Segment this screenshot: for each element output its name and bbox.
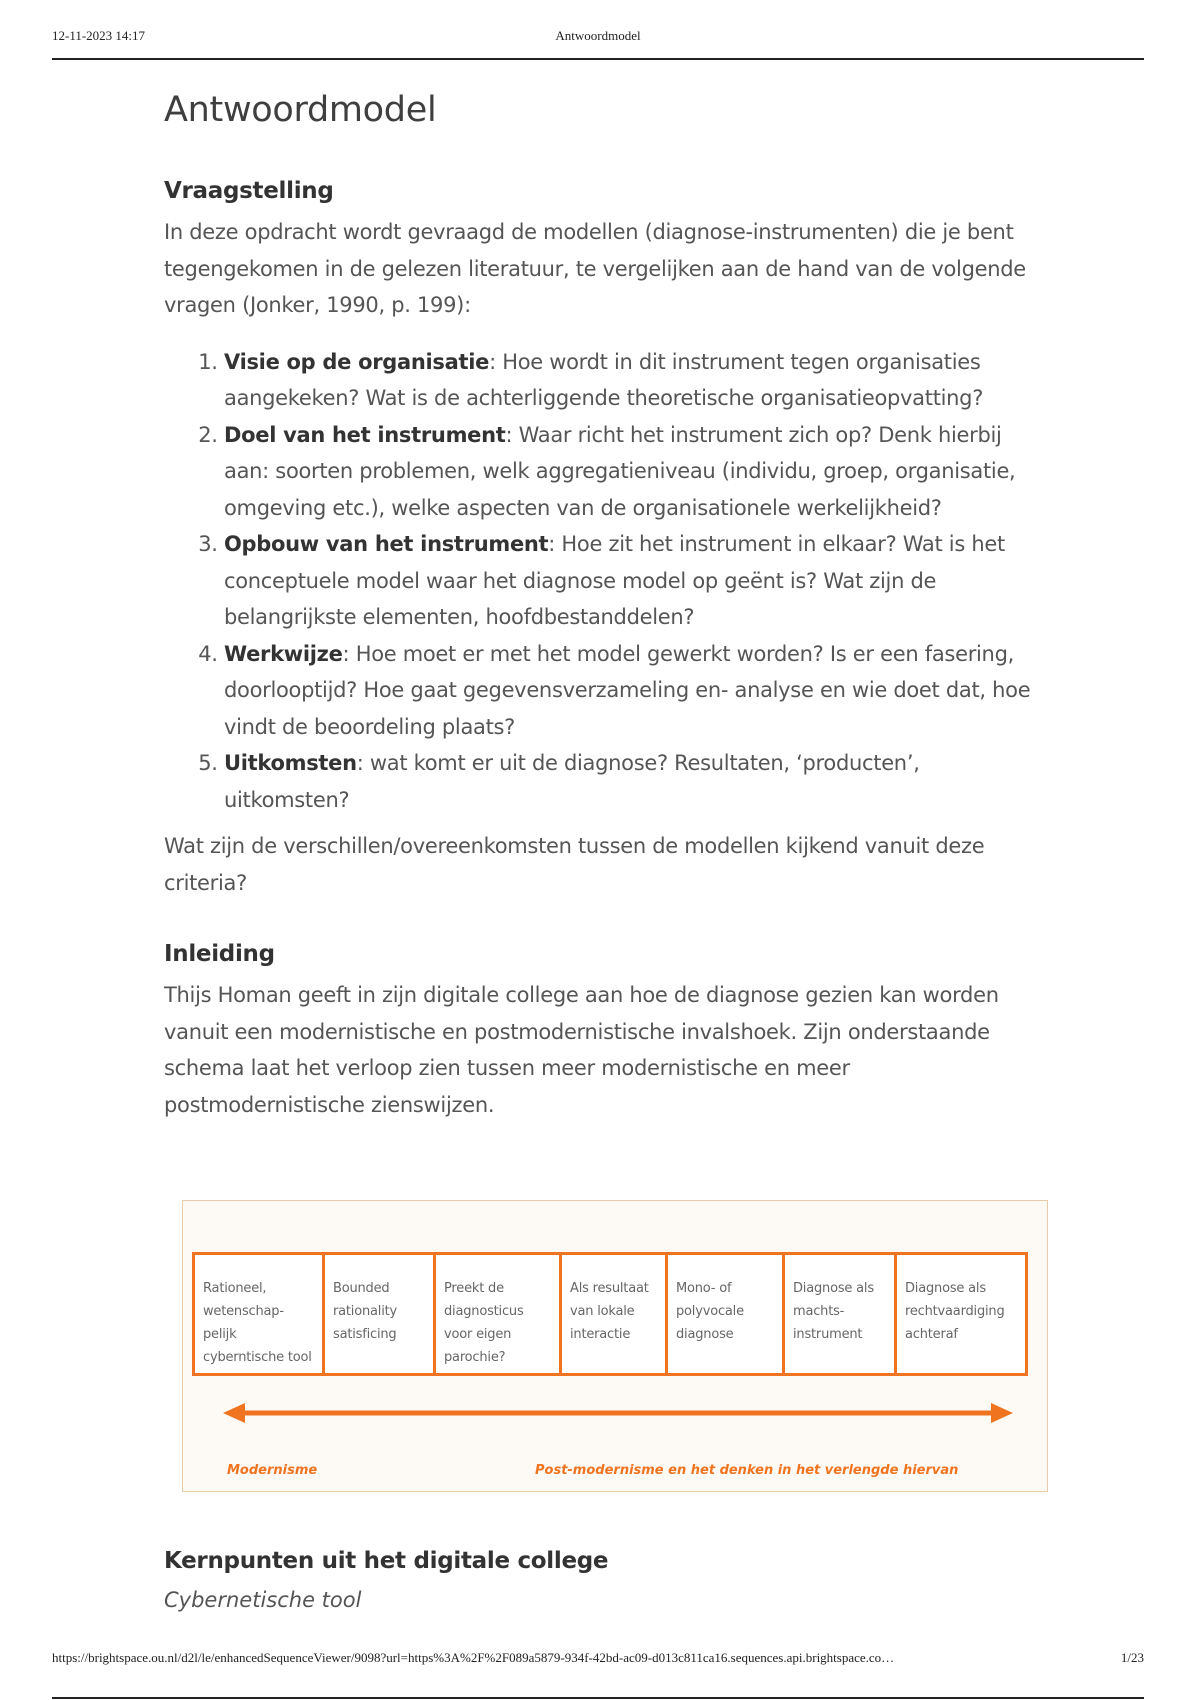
vraagstelling-closing: Wat zijn de verschillen/overeenkomsten tussen de modellen kijkend vanuit deze criteria?	[164, 834, 985, 895]
criterion-text: : Hoe moet er met het model gewerkt worden? Is er een fasering, doorlooptijd? Hoe gaat gegevensverzameling en- analyse en wie doet dat, hoe vindt de beoordeling plaats?	[224, 641, 1031, 739]
kernpunten-heading: Kernpunten uit het digitale college	[164, 1548, 609, 1574]
list-item	[224, 344, 1044, 417]
print-date: 12-11-2023 14:17	[52, 28, 146, 43]
diagram-box-resultaat: Als resultaat van lokale interactie	[562, 1255, 668, 1373]
page-number: 1/23	[1120, 1650, 1144, 1665]
main-content	[164, 90, 1044, 1123]
label-modernisme: Modernisme	[227, 1463, 318, 1478]
criteria-list	[164, 344, 1044, 819]
list-item	[224, 636, 1044, 746]
list-item	[224, 745, 1044, 818]
criterion-text: : Waar richt het instrument zich op? Denk hierbij aan: soorten problemen, welk aggregatieniveau (individu, groep, organisatie, omgeving etc.), welke aspecten van de organisationele werkelijkheid?	[224, 422, 1016, 520]
diagram-boxes	[192, 1252, 1028, 1376]
print-title: Antwoordmodel	[555, 28, 641, 43]
list-item	[224, 526, 1044, 636]
kernpunten-subheading: Cybernetische tool	[164, 1588, 362, 1612]
print-header	[52, 28, 1144, 60]
modernism-diagram	[182, 1200, 1048, 1492]
criterion-term: Doel van het instrument	[224, 422, 506, 447]
section-inleiding	[164, 941, 1044, 1123]
section-kernpunten	[164, 1548, 1044, 1612]
label-postmodernisme: Post-modernisme en het denken in het verlengde hiervan	[535, 1463, 959, 1478]
criterion-text: : Hoe zit het instrument in elkaar? Wat is het conceptuele model waar het diagnose model op geënt is? Wat zijn de belangrijkste elementen, hoofdbestanddelen?	[224, 532, 1005, 629]
diagram-box-rationeel: Rationeel, wetenschap- pelijk cyberntische tool	[195, 1255, 325, 1373]
inleiding-heading: Inleiding	[164, 941, 275, 967]
diagram-box-machts: Diagnose als machts- instrument	[785, 1255, 897, 1373]
page-title: Antwoordmodel	[164, 90, 437, 130]
section-vraagstelling	[164, 178, 1044, 901]
list-item	[224, 417, 1044, 527]
double-arrow-icon	[223, 1401, 1013, 1425]
diagram-box-preekt: Preekt de diagnosticus voor eigen parochie?	[436, 1255, 562, 1373]
vraagstelling-heading: Vraagstelling	[164, 178, 334, 204]
criterion-text: : wat komt er uit de diagnose? Resultaten, ‘producten’, uitkomsten?	[224, 751, 920, 812]
footer-divider	[52, 1697, 1144, 1699]
criterion-term: Uitkomsten	[224, 751, 357, 775]
criterion-term: Visie op de organisatie	[224, 349, 490, 374]
criterion-term: Werkwijze	[224, 641, 343, 666]
inleiding-text: Thijs Homan geeft in zijn digitale college aan hoe de diagnose gezien kan worden vanuit een modernistische en postmodernistische invalshoek. Zijn onderstaande schema laat het verloop zien tussen meer modernistische en meer postmodernistische zienswijzen.	[164, 983, 999, 1117]
diagram-box-mono: Mono- of polyvocale diagnose	[668, 1255, 785, 1373]
vraagstelling-intro: In deze opdracht wordt gevraagd de modellen (diagnose-instrumenten) die je bent tegengekomen in de gelezen literatuur, te vergelijken aan de hand van de volgende vragen (Jonker, 1990, p. 199):	[164, 220, 1026, 317]
diagram-box-bounded: Bounded rationality satisficing	[325, 1255, 436, 1373]
criterion-term: Opbouw van het instrument	[224, 532, 549, 556]
print-url: https://brightspace.ou.nl/d2l/le/enhancedSequenceViewer/9098?url=https%3A%2F%2F089a5879-934f-42bd-ac09-d013c811ca16.sequences.api.brightspace.co…	[52, 1650, 895, 1665]
diagram-box-rechtvaardiging: Diagnose als rechtvaardiging achteraf	[905, 1281, 1005, 1342]
criterion-text: : Hoe wordt in dit instrument tegen organisaties aangekeken? Wat is de achterliggende theoretische organisatieopvatting?	[224, 349, 984, 410]
